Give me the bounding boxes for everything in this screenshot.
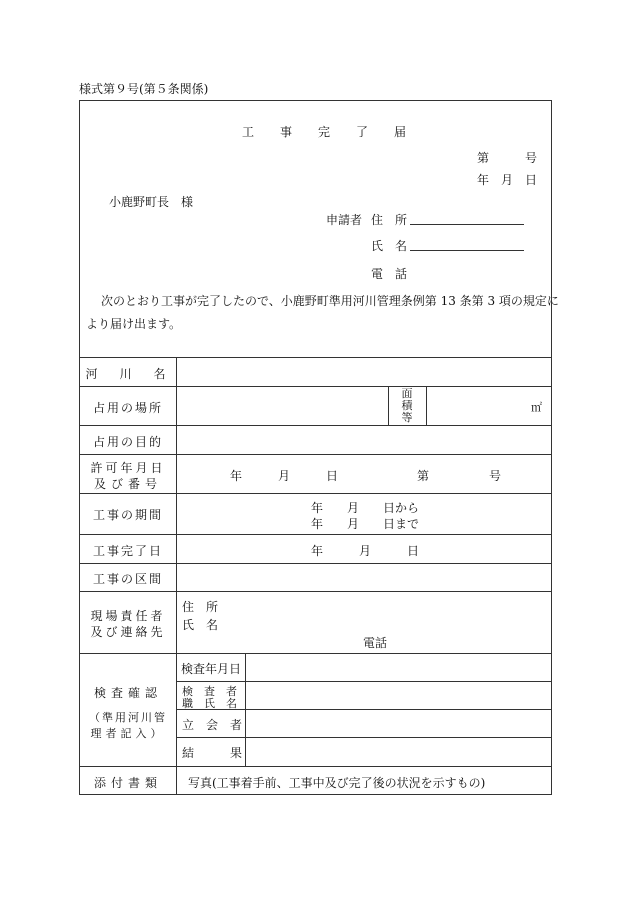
completion-date: 年 月 日 xyxy=(311,544,420,558)
site-label-line2: 及び連絡先 xyxy=(90,625,166,639)
site-phone-label: 電話 xyxy=(363,636,388,650)
statement-line-1: 次のとおり工事が完了したので、小鹿野町準用河川管理条例第 13 条第 3 項の規定に xyxy=(101,294,559,308)
inspector-label-line1: 検 査 者 xyxy=(182,685,237,698)
form-number: 様式第９号(第５条関係) xyxy=(79,82,209,96)
area-label-divider-left xyxy=(388,386,389,425)
permit-label-line2: 及び番号 xyxy=(93,477,162,491)
period-from: 年 月 日から xyxy=(311,501,420,515)
area-label-char-2: 積 xyxy=(401,399,413,412)
area-label-char-3: 等 xyxy=(401,411,413,424)
permit-label-line1: 許可年月日 xyxy=(90,461,166,475)
applicant-name-line xyxy=(410,250,524,251)
row-divider xyxy=(80,534,551,535)
occupied-purpose-label: 占用の目的 xyxy=(92,435,163,449)
inspection-note-line1: （準用河川管 xyxy=(89,711,167,724)
completion-label: 工事完了日 xyxy=(92,544,163,558)
completion-report-form xyxy=(79,100,559,795)
attachment-label: 添付書類 xyxy=(93,776,162,790)
row-divider xyxy=(80,591,551,592)
form-title: 工事完了届 xyxy=(242,125,433,139)
inspection-label: 検査確認 xyxy=(93,686,162,700)
period-to: 年 月 日まで xyxy=(311,517,420,531)
applicant-address-label: 住 所 xyxy=(371,213,408,227)
applicant-name-label: 氏 名 xyxy=(371,239,408,253)
row-divider xyxy=(176,737,551,738)
period-label: 工事の期間 xyxy=(92,508,163,522)
section-label: 工事の区間 xyxy=(92,572,163,586)
area-unit: ㎡ xyxy=(531,401,542,414)
site-address-label: 住 所 xyxy=(182,600,219,614)
attachment-value: 写真(工事着手前、工事中及び完了後の状況を示すもの) xyxy=(188,776,486,790)
result-label: 結 果 xyxy=(182,746,243,760)
label-column-divider xyxy=(176,357,177,794)
river-name-label: 河 川 名 xyxy=(85,367,171,381)
row-divider xyxy=(80,563,551,564)
permit-number: 第 号 xyxy=(417,469,502,483)
inspection-note-line2: 理者記入） xyxy=(90,727,166,740)
row-divider xyxy=(80,653,551,654)
site-label-line1: 現場責任者 xyxy=(90,609,166,623)
number-field: 第 号 xyxy=(477,151,538,165)
row-divider xyxy=(80,425,551,426)
applicant-address-line xyxy=(410,224,524,225)
occupied-place-label: 占用の場所 xyxy=(92,401,163,415)
row-divider xyxy=(80,493,551,494)
addressee: 小鹿野町長 様 xyxy=(109,195,194,209)
row-divider xyxy=(80,357,551,358)
inspector-label-line2: 職 氏 名 xyxy=(182,697,237,710)
site-name-label: 氏 名 xyxy=(182,618,219,632)
row-divider xyxy=(176,681,551,682)
statement-line-2: より届け出ます。 xyxy=(86,317,182,331)
inspection-date-label: 検査年月日 xyxy=(181,662,242,676)
permit-date: 年 月 日 xyxy=(230,469,339,483)
applicant-phone-label: 電 話 xyxy=(371,267,408,281)
witness-label: 立 会 者 xyxy=(182,718,243,732)
applicant-label: 申請者 xyxy=(326,213,363,227)
date-field: 年 月 日 xyxy=(477,173,538,187)
area-label-divider-right xyxy=(426,386,427,425)
row-divider xyxy=(80,454,551,455)
inspection-sublabel-divider xyxy=(245,653,246,766)
row-divider xyxy=(80,766,551,767)
row-divider xyxy=(80,386,551,387)
area-label-char-1: 面 xyxy=(401,387,413,400)
